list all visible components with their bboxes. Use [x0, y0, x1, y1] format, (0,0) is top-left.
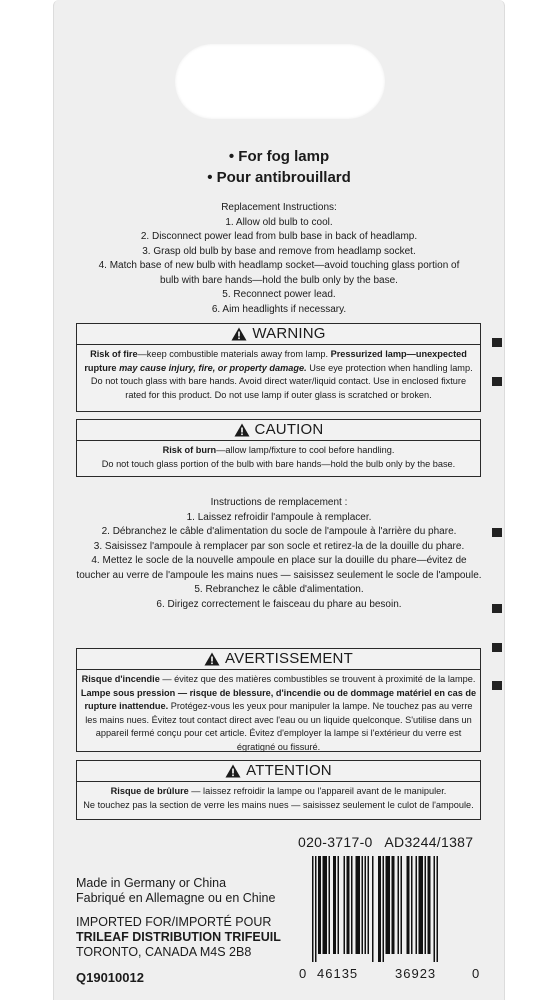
avertissement-header: [77, 649, 480, 670]
barcode-bar: [419, 856, 424, 954]
instructions-fr: [53, 496, 505, 612]
barcode-bar: [347, 856, 350, 954]
attention-text-2: Ne touchez pas la section de verre les mains nues — saisissez seulement le culot de l'ampoule.: [83, 799, 474, 810]
instruction-line: bulb with bare hands—hold the bulb only by the base.: [160, 274, 398, 286]
barcode-bar: [372, 856, 374, 962]
caution-text: [77, 441, 480, 474]
origin-en: Made in Germany or China: [76, 876, 227, 890]
barcode-bar: [351, 856, 353, 954]
barcode-bar: [434, 856, 436, 962]
origin-fr: Fabriqué en Allemagne ou en Chine: [76, 891, 276, 905]
registration-mark: [492, 528, 502, 537]
barcode-bar: [383, 856, 385, 962]
caution-box: [76, 419, 481, 477]
caution-header: [77, 420, 480, 441]
barcode-bar: [333, 856, 336, 954]
warning-triangle-icon: [204, 652, 220, 666]
instruction-line: 3. Grasp old bulb by base and remove from headlamp socket.: [142, 245, 416, 257]
barcode-digits-group1: 46135: [317, 966, 359, 981]
instruction-line: 4. Mettez le socle de la nouvelle ampoule en place sur la douille du phare—évitez de: [91, 555, 467, 566]
instruction-line: 1. Laissez refroidir l'ampoule à remplacer.: [186, 511, 372, 523]
warning-text: [77, 345, 480, 405]
avertissement-text: [77, 670, 480, 757]
registration-mark: [492, 604, 502, 613]
instruction-line: toucher au verre de l'ampoule les mains nues — saisissez seulement le socle de l'ampoule.: [76, 569, 482, 581]
barcode-bar: [318, 856, 321, 954]
barcode-bar: [338, 856, 340, 954]
instruction-line: 5. Rebranchez le câble d'alimentation.: [194, 584, 364, 595]
caution-risk-burn: Risk of burn: [162, 445, 217, 455]
registration-mark: [492, 681, 502, 690]
caution-text-1: —allow lamp/fixture to cool before handling.: [216, 445, 395, 455]
registration-mark: [492, 643, 502, 652]
warning-heading: WARNING: [252, 325, 326, 343]
barcode-bar: [428, 856, 431, 954]
barcode-bar: [356, 856, 361, 954]
instruction-line: 6. Aim headlights if necessary.: [211, 303, 347, 315]
warning-text-2: Use eye protection when handling lamp. Do not touch glass with bare hands. Avoid direct water/liquid contact. Use in enclosed fixture rated for this product. Do not use lamp if outer glass is scratched or broken.: [90, 362, 473, 400]
barcode-bar: [323, 856, 328, 954]
barcode-digit-left: 0: [299, 966, 308, 981]
barcode: [312, 856, 468, 962]
warning-pressurized: Pressurized lamp—unexpected rupture: [84, 349, 467, 373]
warning-injury: may cause injury, fire, or property damage.: [119, 362, 307, 373]
instruction-line: 2. Débranchez le câble d'alimentation du socle de l'ampoule à l'arrière du phare.: [101, 526, 457, 537]
barcode-bar: [329, 856, 331, 954]
warning-text-1: —keep combustible materials away from lamp.: [137, 349, 331, 359]
barcode-bar: [401, 856, 403, 954]
barcode-bar: [362, 856, 364, 954]
barcode-digit-right: 0: [472, 966, 481, 981]
warning-header: [77, 324, 480, 345]
barcode-bar: [344, 856, 346, 954]
avertissement-text-2: Protégez-vous les yeux pour manipuler la lampe. Ne touchez pas au verre les mains nues. Évitez tout contact direct avec l'eau ou un liquide quelconque. S'utilise dans un appareil fermé conçu pour cet article. Évitez d'employer la lampe si l'extérieur du verre est égratigné ou fissuré.: [85, 701, 473, 752]
barcode-bar: [312, 856, 314, 962]
instruction-line: 4. Match base of new bulb with headlamp socket—avoid touching glass portion of: [98, 260, 460, 271]
caution-text-2: Do not touch glass portion of the bulb with bare hands—hold the bulb only by the base.: [101, 458, 456, 469]
attention-header: [77, 761, 480, 782]
bullet-antibrouillard: • Pour antibrouillard: [207, 169, 351, 186]
barcode-bar: [411, 856, 413, 954]
importer-label: IMPORTED FOR/IMPORTÉ POUR: [76, 915, 272, 929]
barcode-bar: [437, 856, 439, 962]
bullet-fog-lamp: • For fog lamp: [228, 148, 330, 165]
attention-heading: ATTENTION: [246, 762, 332, 780]
barcode-bar: [392, 856, 395, 954]
usage-bullets: [53, 146, 505, 188]
barcode-bar: [425, 856, 427, 954]
importer-name: TRILEAF DISTRIBUTION TRIFEUIL: [76, 930, 281, 944]
attention-text: [77, 782, 480, 815]
attention-risque-brulure: Risque de brûlure: [110, 786, 189, 796]
barcode-digits-group2: 36923: [395, 966, 437, 981]
instructions-en: [53, 201, 505, 317]
warning-triangle-icon: [231, 327, 247, 341]
barcode-bar: [315, 856, 317, 962]
barcode-bar: [386, 856, 391, 954]
product-code: Q19010012: [76, 970, 144, 985]
instruction-line: 6. Dirigez correctement le faisceau du phare au besoin.: [156, 598, 402, 610]
barcode-bar: [368, 856, 370, 954]
barcode-bar: [407, 856, 410, 954]
instruction-line: 3. Saisissez l'ampoule à remplacer par son socle et retirez-la de la douille du phare.: [93, 540, 465, 552]
instruction-line: 2. Disconnect power lead from bulb base in back of headlamp.: [140, 231, 418, 242]
instructions-en-title: Replacement Instructions:: [221, 202, 337, 213]
attention-text-1: — laissez refroidir la lampe ou l'appareil avant de le manipuler.: [188, 786, 447, 796]
avertissement-box: [76, 648, 481, 752]
warning-box: [76, 323, 481, 412]
warning-risk-fire: Risk of fire: [90, 349, 138, 359]
product-codes: 020-3717-0 AD3244/1387: [298, 834, 474, 850]
warning-triangle-icon: [234, 423, 250, 437]
attention-box: [76, 760, 481, 820]
avertissement-heading: AVERTISSEMENT: [225, 650, 353, 668]
avertissement-pression: Lampe sous pression — risque de blessure, d'incendie ou de dommage matériel en cas de rupture inattendue.: [80, 687, 477, 711]
avertissement-risque-incendie: Risque d'incendie: [81, 674, 160, 684]
instruction-line: 5. Reconnect power lead.: [222, 289, 336, 300]
warning-triangle-icon: [225, 764, 241, 778]
barcode-bar: [416, 856, 418, 954]
barcode-bar: [365, 856, 367, 954]
registration-mark: [492, 377, 502, 386]
instructions-fr-title: Instructions de remplacement :: [210, 497, 348, 508]
hang-hole: [175, 44, 385, 119]
barcode-bar: [398, 856, 400, 954]
instruction-line: 1. Allow old bulb to cool.: [225, 216, 333, 228]
barcode-bar: [378, 856, 381, 962]
registration-mark: [492, 338, 502, 347]
importer-address: TORONTO, CANADA M4S 2B8: [76, 945, 252, 959]
avertissement-text-1: — évitez que des matières combustibles se trouvent à proximité de la lampe.: [159, 674, 476, 684]
caution-heading: CAUTION: [254, 421, 324, 439]
